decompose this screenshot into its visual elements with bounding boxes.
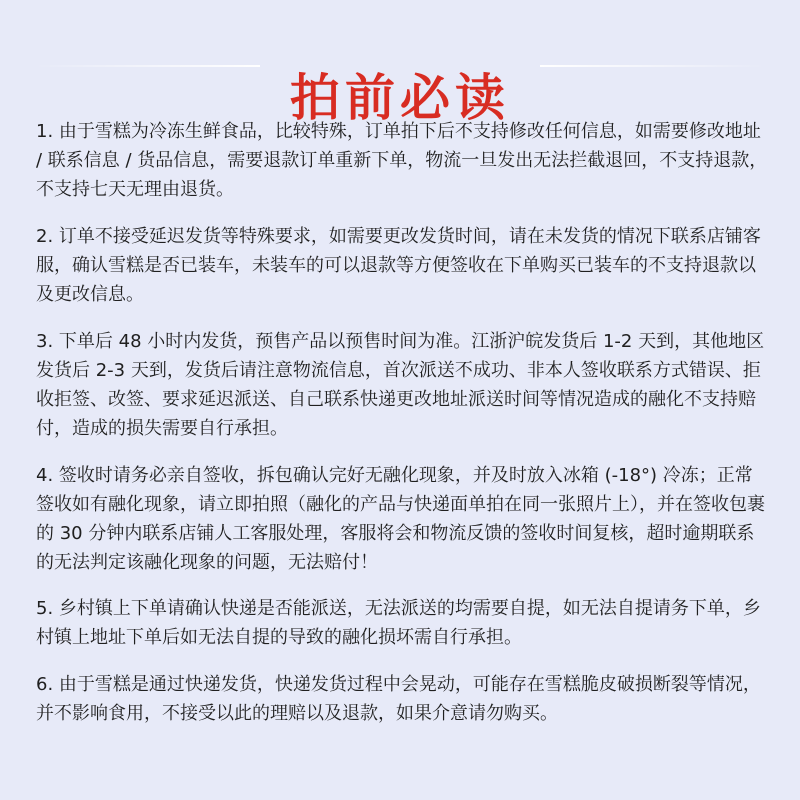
notice-item-1: 1. 由于雪糕为冷冻生鲜食品，比较特殊，订单拍下后不支持修改任何信息，如需要修改地址 / 联系信息 / 货品信息，需要退款订单重新下单，物流一旦发出无法拦截退回，不支持退款，不支持七天无理由退货。 — [36, 121, 768, 200]
notice-item-3: 3. 下单后 48 小时内发货，预售产品以预售时间为准。江浙沪皖发货后 1-2 天到，其他地区发货后 2-3 天到，发货后请注意物流信息，首次派送不成功、非本人签收联系方式错误、拒收拒签、改签、要求延迟派送、自己联系快递更改地址派送时间等情况造成的融化不支持赔付，造成的损失需要自行承担。 — [36, 331, 765, 439]
right-decorative-rule — [540, 65, 766, 67]
notice-item-5: 5. 乡村镇上下单请确认快递是否能派送，无法派送的均需要自提，如无法自提请务下单，乡村镇上地址下单后如无法自提的导致的融化损坏需自行承担。 — [36, 598, 761, 648]
notice-item-6: 6. 由于雪糕是通过快递发货，快递发货过程中会晃动，可能存在雪糕脆皮破损断裂等情况，并不影响食用，不接受以此的理赔以及退款，如果介意请勿购买。 — [36, 674, 761, 724]
page-title: 拍前必读 — [290, 68, 510, 127]
notice-item-2: 2. 订单不接受延迟发货等特殊要求，如需要更改发货时间，请在未发货的情况下联系店铺客服，确认雪糕是否已装车，未装车的可以退款等方便签收在下单购买已装车的不支持退款以及更改信息。 — [36, 226, 761, 305]
purchase-notice-list — [36, 117, 770, 746]
page-header — [0, 24, 800, 127]
notice-item-4: 4. 签收时请务必亲自签收，拆包确认完好无融化现象，并及时放入冰箱 (-18°) 冷冻；正常签收如有融化现象，请立即拍照（融化的产品与快递面单拍在同一张照片上），并在签收包裹的 30 分钟内联系店铺人工客服处理，客服将会和物流反馈的签收时间复核，超时逾期联系的无法判定该融化现象的问题，无法赔付！ — [36, 465, 765, 573]
